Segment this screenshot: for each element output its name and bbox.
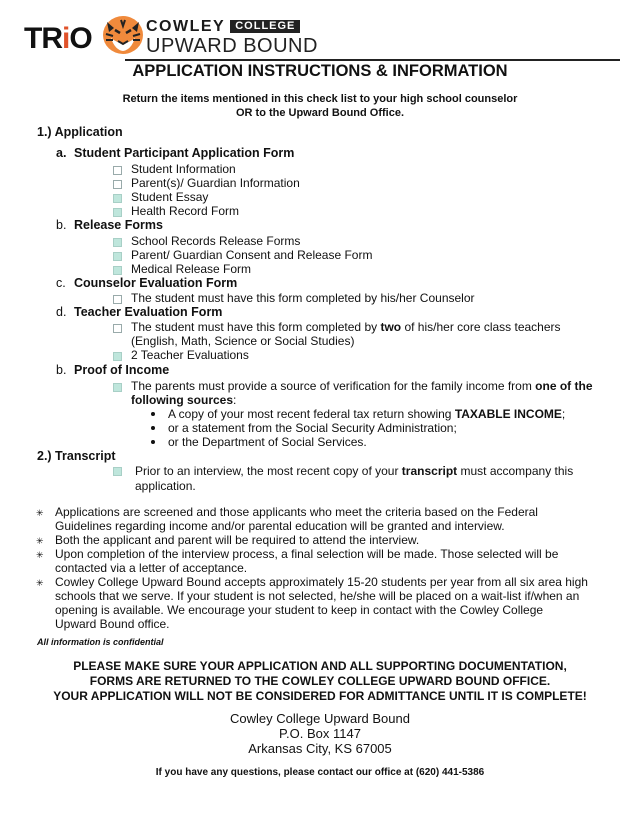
trio-text-i: i [62, 22, 70, 55]
income-source-social-services: or the Department of Social Services. [168, 435, 367, 449]
text-segment: A copy of your most recent federal tax return showing [168, 407, 455, 421]
income-line-2 [131, 393, 236, 407]
checkbox-parent-guardian-information[interactable] [113, 180, 122, 189]
notice-line-1: PLEASE MAKE SURE YOUR APPLICATION AND ALL SUPPORTING DOCUMENTATION, [73, 659, 567, 673]
item-c-marker: c. [56, 276, 66, 290]
item-b-title: Release Forms [74, 218, 163, 232]
page-title: APPLICATION INSTRUCTIONS & INFORMATION [132, 62, 508, 80]
text-segment: Prior to an interview, the most recent copy of your [135, 464, 402, 478]
income-source-tax-return [168, 407, 565, 421]
transcript-line-1 [135, 464, 573, 478]
confidential-note: All information is confidential [37, 637, 164, 647]
note-selection-line-2: contacted via a letter of acceptance. [55, 561, 248, 575]
item-c-title: Counselor Evaluation Form [74, 276, 238, 290]
text-segment: ; [561, 407, 566, 421]
teacher-evaluation-line-2: (English, Math, Science or Social Studies) [131, 334, 355, 348]
upward-bound-wordmark: UPWARD BOUND [146, 35, 318, 57]
text-segment: : [233, 393, 237, 407]
asterisk-bullet-icon: ✳ [36, 508, 44, 518]
section-application-heading: 1.) Application [37, 125, 123, 139]
text-emphasis: TAXABLE INCOME [454, 407, 562, 421]
checkbox-health-record-form[interactable] [113, 208, 122, 217]
item-d-marker: d. [56, 305, 67, 319]
text-segment: The parents must provide a source of verification for the family income from [131, 379, 536, 393]
checkbox-medical-release[interactable] [113, 266, 122, 275]
note-acceptance-line-4: Upward Bound office. [55, 617, 170, 631]
text-segment: must accompany this [457, 464, 574, 478]
trio-text-o: O [69, 22, 92, 55]
cowley-text: COWLEY [146, 18, 226, 35]
header-divider [125, 59, 620, 61]
asterisk-bullet-icon: ✳ [36, 578, 44, 588]
note-screening-line-2: Guidelines regarding income and/or parental education will be granted and interview. [55, 519, 505, 533]
checkbox-school-records-release[interactable] [113, 238, 122, 247]
checkbox-student-information[interactable] [113, 166, 122, 175]
bullet-icon [151, 412, 155, 416]
checkbox-teacher-evaluation[interactable] [113, 324, 122, 333]
asterisk-bullet-icon: ✳ [36, 536, 44, 546]
address-po-box: P.O. Box 1147 [279, 726, 361, 741]
checklist-item: Health Record Form [131, 204, 240, 218]
address-name: Cowley College Upward Bound [230, 711, 410, 726]
trio-logo [24, 22, 92, 56]
subtitle-line-2: OR to the Upward Bound Office. [235, 107, 405, 119]
checklist-item: Parent/ Guardian Consent and Release Form [131, 248, 373, 262]
text-segment: of his/her core class teachers [401, 320, 561, 334]
cowley-wordmark [146, 18, 300, 36]
note-acceptance-line-2: schools that we serve. If your student is not selected, he/she will be placed on a wait-list if/when an [55, 589, 580, 603]
checklist-item: 2 Teacher Evaluations [131, 348, 249, 362]
section-transcript-heading: 2.) Transcript [37, 449, 116, 463]
checkbox-guardian-consent[interactable] [113, 252, 122, 261]
note-screening-line-1: Applications are screened and those applicants who meet the criteria based on the Federal [55, 505, 538, 519]
bullet-icon [151, 440, 155, 444]
income-line-1 [131, 379, 593, 393]
checklist-item: Medical Release Form [131, 262, 252, 276]
bullet-icon [151, 426, 155, 430]
tiger-mascot-icon [101, 14, 145, 56]
item-e-marker: b. [56, 363, 67, 377]
note-acceptance-line-1: Cowley College Upward Bound accepts approximately 15-20 students per year from all six area high [55, 575, 588, 589]
subtitle-line-1: Return the items mentioned in this check list to your high school counselor [122, 93, 518, 105]
note-selection-line-1: Upon completion of the interview process, a final selection will be made. Those selected will be [55, 547, 559, 561]
item-d-title: Teacher Evaluation Form [74, 305, 223, 319]
contact-line: If you have any questions, please contact our office at (620) 441-5386 [155, 767, 485, 778]
item-b-marker: b. [56, 218, 67, 232]
checklist-item: School Records Release Forms [131, 234, 301, 248]
address-city: Arkansas City, KS 67005 [248, 741, 392, 756]
text-emphasis: one of the [535, 379, 593, 393]
text-emphasis: transcript [401, 464, 458, 478]
checkbox-two-teacher-evaluations[interactable] [113, 352, 122, 361]
trio-text-a: TR [24, 22, 62, 55]
checkbox-counselor-evaluation[interactable] [113, 295, 122, 304]
notice-line-2: FORMS ARE RETURNED TO THE COWLEY COLLEGE UPWARD BOUND OFFICE. [89, 674, 551, 688]
checklist-item: Student Essay [131, 190, 209, 204]
transcript-line-2: application. [135, 479, 196, 493]
note-acceptance-line-3: opening is available. We encourage your student to keep in contact with the Cowley College [55, 603, 544, 617]
checkbox-proof-of-income[interactable] [113, 383, 122, 392]
checklist-item: Parent(s)/ Guardian Information [131, 176, 300, 190]
text-segment: The student must have this form completed by [131, 320, 381, 334]
asterisk-bullet-icon: ✳ [36, 550, 44, 560]
checkbox-student-essay[interactable] [113, 194, 122, 203]
income-source-ssa: or a statement from the Social Security Administration; [168, 421, 457, 435]
checklist-item: The student must have this form completed by his/her Counselor [131, 291, 475, 305]
checklist-item: Student Information [131, 162, 236, 176]
note-interview: Both the applicant and parent will be required to attend the interview. [55, 533, 420, 547]
teacher-evaluation-line-1 [131, 320, 561, 334]
text-emphasis: following sources [131, 393, 234, 407]
college-badge: COLLEGE [230, 20, 300, 33]
text-emphasis: two [380, 320, 402, 334]
item-a-title: Student Participant Application Form [74, 146, 295, 160]
checkbox-transcript[interactable] [113, 467, 122, 476]
item-e-title: Proof of Income [74, 363, 170, 377]
notice-line-3: YOUR APPLICATION WILL NOT BE CONSIDERED FOR ADMITTANCE UNTIL IT IS COMPLETE! [53, 689, 587, 703]
item-a-marker: a. [56, 146, 67, 160]
